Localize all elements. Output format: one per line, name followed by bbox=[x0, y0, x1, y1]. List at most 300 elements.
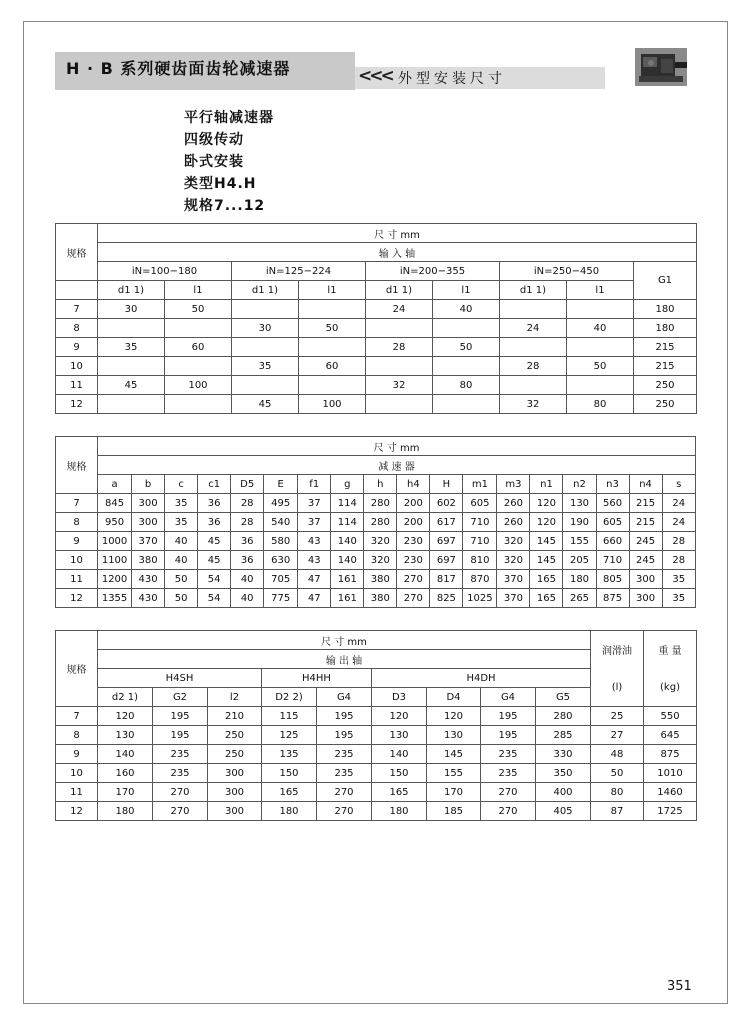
column-header: c bbox=[165, 475, 198, 494]
table-cell: 270 bbox=[481, 783, 536, 802]
column-header: l1 bbox=[165, 281, 232, 300]
ratio-group-header: iN=125−224 bbox=[232, 262, 366, 281]
table-cell: 300 bbox=[629, 589, 662, 608]
oil-unit: (l) bbox=[591, 669, 644, 707]
table-cell bbox=[299, 300, 366, 319]
table-cell: 370 bbox=[497, 570, 530, 589]
table-cell: 605 bbox=[596, 513, 629, 532]
table-cell: 120 bbox=[98, 707, 153, 726]
table-cell: 270 bbox=[153, 783, 208, 802]
table-row bbox=[56, 395, 697, 414]
table-cell: 580 bbox=[264, 532, 298, 551]
size-cell: 8 bbox=[56, 726, 98, 745]
column-header: m3 bbox=[497, 475, 530, 494]
table-cell: 47 bbox=[298, 570, 331, 589]
table-cell: 400 bbox=[536, 783, 591, 802]
table-cell: 235 bbox=[481, 764, 536, 783]
table-cell: 28 bbox=[231, 494, 264, 513]
table-cell: 45 bbox=[198, 551, 231, 570]
table-cell: 205 bbox=[563, 551, 596, 570]
table-cell: 300 bbox=[629, 570, 662, 589]
table-cell: 40 bbox=[433, 300, 500, 319]
table-cell: 35 bbox=[662, 570, 695, 589]
table-row bbox=[56, 376, 697, 395]
table-cell: 180 bbox=[372, 802, 427, 821]
table-cell: 25 bbox=[591, 707, 644, 726]
gear-reducer-icon bbox=[633, 48, 689, 86]
size-cell: 7 bbox=[56, 300, 98, 319]
table-cell: 200 bbox=[397, 494, 430, 513]
ratio-group-header: iN=200−355 bbox=[366, 262, 500, 281]
table-cell bbox=[500, 376, 567, 395]
table-cell bbox=[165, 395, 232, 414]
size-cell: 9 bbox=[56, 745, 98, 764]
table-cell: 260 bbox=[497, 513, 530, 532]
table-cell: 150 bbox=[262, 764, 317, 783]
table-cell: 180 bbox=[98, 802, 153, 821]
table-cell: 370 bbox=[132, 532, 165, 551]
table-cell: 50 bbox=[433, 338, 500, 357]
table-cell: 36 bbox=[198, 494, 231, 513]
column-header: l1 bbox=[567, 281, 634, 300]
column-header: E bbox=[264, 475, 298, 494]
table-cell: 24 bbox=[366, 300, 433, 319]
table-cell: 265 bbox=[563, 589, 596, 608]
table-cell: 775 bbox=[264, 589, 298, 608]
column-header: D4 bbox=[427, 688, 481, 707]
column-header: G4 bbox=[317, 688, 372, 707]
table-row bbox=[56, 745, 697, 764]
table-cell: 50 bbox=[591, 764, 644, 783]
column-header: G4 bbox=[481, 688, 536, 707]
table-cell bbox=[299, 376, 366, 395]
table-cell: 320 bbox=[364, 551, 397, 570]
table-cell bbox=[567, 300, 634, 319]
table-cell bbox=[232, 338, 299, 357]
table-cell: 30 bbox=[98, 300, 165, 319]
table-cell: 145 bbox=[530, 551, 563, 570]
dimension-header: 尺 寸 mm bbox=[98, 437, 696, 456]
table-cell: 875 bbox=[644, 745, 697, 764]
table-cell: 30 bbox=[232, 319, 299, 338]
table-cell: 870 bbox=[463, 570, 497, 589]
table-cell: 1100 bbox=[98, 551, 132, 570]
table-cell: 300 bbox=[132, 494, 165, 513]
column-header: n4 bbox=[629, 475, 662, 494]
size-cell: 9 bbox=[56, 338, 98, 357]
column-header: h bbox=[364, 475, 397, 494]
table-cell: 370 bbox=[497, 589, 530, 608]
table-cell: 300 bbox=[208, 783, 262, 802]
table-cell: 135 bbox=[262, 745, 317, 764]
ratio-group-header: iN=250−450 bbox=[500, 262, 634, 281]
table-cell: 560 bbox=[596, 494, 629, 513]
column-header: a bbox=[98, 475, 132, 494]
table-cell: 215 bbox=[629, 494, 662, 513]
size-cell: 11 bbox=[56, 376, 98, 395]
spec-line: 卧式安装 bbox=[184, 154, 244, 170]
table-cell: 350 bbox=[536, 764, 591, 783]
table-cell: 40 bbox=[165, 551, 198, 570]
column-header: m1 bbox=[463, 475, 497, 494]
table-cell: 24 bbox=[500, 319, 567, 338]
table-cell: 161 bbox=[331, 589, 364, 608]
table-cell: 1460 bbox=[644, 783, 697, 802]
table-cell: 215 bbox=[634, 338, 697, 357]
table-cell: 430 bbox=[132, 589, 165, 608]
table-cell: 270 bbox=[397, 589, 430, 608]
table-cell: 330 bbox=[536, 745, 591, 764]
table-cell: 235 bbox=[153, 764, 208, 783]
table-cell: 130 bbox=[98, 726, 153, 745]
spec-line: 类型H4.H bbox=[184, 176, 257, 192]
table-cell: 195 bbox=[153, 726, 208, 745]
table-cell bbox=[567, 376, 634, 395]
table-cell: 845 bbox=[98, 494, 132, 513]
table-cell: 235 bbox=[481, 745, 536, 764]
table-cell: 660 bbox=[596, 532, 629, 551]
table-cell: 1010 bbox=[644, 764, 697, 783]
column-header: D2 2) bbox=[262, 688, 317, 707]
table-cell: 50 bbox=[165, 300, 232, 319]
table-row bbox=[56, 494, 696, 513]
table-cell: 27 bbox=[591, 726, 644, 745]
table-cell: 697 bbox=[430, 551, 463, 570]
table-cell: 1025 bbox=[463, 589, 497, 608]
table-cell: 617 bbox=[430, 513, 463, 532]
table-cell: 215 bbox=[629, 513, 662, 532]
table-cell: 805 bbox=[596, 570, 629, 589]
table-cell: 430 bbox=[132, 570, 165, 589]
table-cell: 140 bbox=[331, 551, 364, 570]
table-cell: 100 bbox=[165, 376, 232, 395]
table-cell: 130 bbox=[372, 726, 427, 745]
table-cell bbox=[232, 300, 299, 319]
table-cell: 320 bbox=[497, 551, 530, 570]
table-cell: 150 bbox=[372, 764, 427, 783]
chevron-arrows-icon: <<< bbox=[358, 66, 392, 86]
table-cell: 48 bbox=[591, 745, 644, 764]
table-cell: 35 bbox=[165, 494, 198, 513]
table-cell: 270 bbox=[481, 802, 536, 821]
table-cell: 35 bbox=[165, 513, 198, 532]
table-cell: 115 bbox=[262, 707, 317, 726]
table-row bbox=[56, 300, 697, 319]
table-row bbox=[56, 764, 697, 783]
size-cell: 8 bbox=[56, 513, 98, 532]
column-header: f1 bbox=[298, 475, 331, 494]
table-cell bbox=[366, 319, 433, 338]
size-header: 规格 bbox=[56, 437, 98, 494]
size-cell: 11 bbox=[56, 570, 98, 589]
table-cell: 32 bbox=[500, 395, 567, 414]
group-header: H4DH bbox=[372, 669, 591, 688]
table-cell: 32 bbox=[366, 376, 433, 395]
table-cell: 80 bbox=[567, 395, 634, 414]
column-header: d2 1) bbox=[98, 688, 153, 707]
spec-list bbox=[184, 107, 274, 217]
column-header: G2 bbox=[153, 688, 208, 707]
table-row bbox=[56, 707, 697, 726]
size-cell: 7 bbox=[56, 494, 98, 513]
table-cell: 145 bbox=[427, 745, 481, 764]
column-header: D3 bbox=[372, 688, 427, 707]
section-header: 输 入 轴 bbox=[98, 243, 697, 262]
table-cell: 280 bbox=[364, 513, 397, 532]
page-number: 351 bbox=[667, 979, 692, 994]
spec-line: 四级传动 bbox=[184, 132, 244, 148]
table-row bbox=[56, 551, 696, 570]
table-cell: 195 bbox=[317, 707, 372, 726]
table-cell: 1355 bbox=[98, 589, 132, 608]
section-header: 输 出 轴 bbox=[98, 650, 591, 669]
table-row bbox=[56, 357, 697, 376]
header-notch bbox=[330, 52, 355, 90]
table-cell: 210 bbox=[208, 707, 262, 726]
column-header: H bbox=[430, 475, 463, 494]
table-cell: 36 bbox=[231, 532, 264, 551]
size-cell: 9 bbox=[56, 532, 98, 551]
table-cell: 180 bbox=[634, 319, 697, 338]
table-cell: 120 bbox=[530, 513, 563, 532]
ratio-group-header: iN=100−180 bbox=[98, 262, 232, 281]
table-cell bbox=[500, 300, 567, 319]
column-header: l1 bbox=[433, 281, 500, 300]
spec-line: 平行轴减速器 bbox=[184, 110, 274, 126]
table-cell: 195 bbox=[481, 707, 536, 726]
table-cell: 230 bbox=[397, 532, 430, 551]
table-cell: 36 bbox=[231, 551, 264, 570]
table-cell: 60 bbox=[299, 357, 366, 376]
table-cell: 270 bbox=[153, 802, 208, 821]
table-cell: 165 bbox=[530, 589, 563, 608]
table-cell: 28 bbox=[662, 551, 695, 570]
table-cell: 245 bbox=[629, 532, 662, 551]
table-cell: 54 bbox=[198, 589, 231, 608]
table-cell: 380 bbox=[364, 570, 397, 589]
table-cell: 35 bbox=[98, 338, 165, 357]
table-cell: 270 bbox=[317, 802, 372, 821]
table-cell: 285 bbox=[536, 726, 591, 745]
table-cell: 230 bbox=[397, 551, 430, 570]
column-header: G1 bbox=[634, 262, 697, 300]
section-subtitle: 外型安装尺寸 bbox=[398, 71, 506, 87]
table-cell: 495 bbox=[264, 494, 298, 513]
table-cell: 36 bbox=[198, 513, 231, 532]
table-cell: 28 bbox=[662, 532, 695, 551]
table-cell: 705 bbox=[264, 570, 298, 589]
column-header: d1 1) bbox=[500, 281, 567, 300]
table-cell: 810 bbox=[463, 551, 497, 570]
table-cell: 605 bbox=[463, 494, 497, 513]
table-cell: 160 bbox=[98, 764, 153, 783]
table-cell: 185 bbox=[427, 802, 481, 821]
table-cell: 645 bbox=[644, 726, 697, 745]
table-cell: 195 bbox=[153, 707, 208, 726]
table-cell: 145 bbox=[530, 532, 563, 551]
size-cell: 12 bbox=[56, 589, 98, 608]
size-cell: 10 bbox=[56, 764, 98, 783]
table-row bbox=[56, 726, 697, 745]
table-cell: 114 bbox=[331, 513, 364, 532]
table-cell: 35 bbox=[232, 357, 299, 376]
table-cell: 28 bbox=[500, 357, 567, 376]
size-cell: 10 bbox=[56, 551, 98, 570]
section-header: 减 速 器 bbox=[98, 456, 696, 475]
table-cell: 405 bbox=[536, 802, 591, 821]
table-cell: 180 bbox=[634, 300, 697, 319]
column-header: c1 bbox=[198, 475, 231, 494]
table-cell bbox=[433, 319, 500, 338]
column-header: s bbox=[662, 475, 695, 494]
table-cell: 60 bbox=[165, 338, 232, 357]
table-cell: 45 bbox=[232, 395, 299, 414]
table-cell: 1725 bbox=[644, 802, 697, 821]
table-cell: 250 bbox=[634, 395, 697, 414]
table-cell: 50 bbox=[165, 570, 198, 589]
input-shaft-table bbox=[55, 223, 697, 414]
size-cell: 10 bbox=[56, 357, 98, 376]
table-cell: 550 bbox=[644, 707, 697, 726]
table-cell: 875 bbox=[596, 589, 629, 608]
table-cell: 43 bbox=[298, 551, 331, 570]
output-shaft-table bbox=[55, 630, 697, 821]
table-cell: 120 bbox=[427, 707, 481, 726]
size-header: 规格 bbox=[56, 224, 98, 281]
table-cell: 40 bbox=[165, 532, 198, 551]
table-cell: 270 bbox=[397, 570, 430, 589]
blank-cell bbox=[56, 281, 98, 300]
table-cell: 180 bbox=[262, 802, 317, 821]
size-cell: 12 bbox=[56, 395, 98, 414]
table-cell: 50 bbox=[165, 589, 198, 608]
table-cell: 170 bbox=[427, 783, 481, 802]
size-cell: 12 bbox=[56, 802, 98, 821]
table-cell: 380 bbox=[364, 589, 397, 608]
table-cell: 200 bbox=[397, 513, 430, 532]
column-header: b bbox=[132, 475, 165, 494]
group-header: H4SH bbox=[98, 669, 262, 688]
table-cell: 50 bbox=[567, 357, 634, 376]
table-row bbox=[56, 319, 697, 338]
table-cell: 165 bbox=[530, 570, 563, 589]
table-cell: 270 bbox=[317, 783, 372, 802]
table-cell: 380 bbox=[132, 551, 165, 570]
table-cell: 140 bbox=[372, 745, 427, 764]
column-header: G5 bbox=[536, 688, 591, 707]
column-header: l2 bbox=[208, 688, 262, 707]
table-cell: 54 bbox=[198, 570, 231, 589]
table-cell: 250 bbox=[208, 745, 262, 764]
table-cell bbox=[366, 357, 433, 376]
table-cell: 245 bbox=[629, 551, 662, 570]
table-cell: 215 bbox=[634, 357, 697, 376]
spec-line: 规格7...12 bbox=[184, 198, 266, 214]
table-cell: 250 bbox=[634, 376, 697, 395]
dimension-header: 尺 寸 mm bbox=[98, 631, 591, 650]
table-cell: 45 bbox=[198, 532, 231, 551]
column-header: d1 1) bbox=[232, 281, 299, 300]
table-cell: 540 bbox=[264, 513, 298, 532]
table-cell bbox=[500, 338, 567, 357]
oil-header: 润滑油 bbox=[591, 631, 644, 669]
size-cell: 11 bbox=[56, 783, 98, 802]
table-cell bbox=[366, 395, 433, 414]
column-header: h4 bbox=[397, 475, 430, 494]
column-header: d1 1) bbox=[366, 281, 433, 300]
table-cell: 825 bbox=[430, 589, 463, 608]
table-cell: 28 bbox=[366, 338, 433, 357]
table-cell: 45 bbox=[98, 376, 165, 395]
table-cell: 50 bbox=[299, 319, 366, 338]
column-header: n3 bbox=[596, 475, 629, 494]
table-cell: 24 bbox=[662, 513, 695, 532]
table-cell: 40 bbox=[567, 319, 634, 338]
table-cell: 190 bbox=[563, 513, 596, 532]
table-cell bbox=[232, 376, 299, 395]
table-cell: 43 bbox=[298, 532, 331, 551]
column-header: n1 bbox=[530, 475, 563, 494]
table-cell: 320 bbox=[364, 532, 397, 551]
table-cell bbox=[98, 319, 165, 338]
table-cell: 170 bbox=[98, 783, 153, 802]
table-cell: 710 bbox=[463, 513, 497, 532]
table-cell: 300 bbox=[208, 802, 262, 821]
table-cell bbox=[567, 338, 634, 357]
table-cell: 165 bbox=[372, 783, 427, 802]
table-cell: 130 bbox=[563, 494, 596, 513]
table-cell: 130 bbox=[427, 726, 481, 745]
table-cell: 87 bbox=[591, 802, 644, 821]
weight-header: 重 量 bbox=[644, 631, 697, 669]
group-header: H4HH bbox=[262, 669, 372, 688]
table-cell bbox=[165, 357, 232, 376]
table-cell: 280 bbox=[364, 494, 397, 513]
table-cell bbox=[165, 319, 232, 338]
size-cell: 7 bbox=[56, 707, 98, 726]
table-cell: 320 bbox=[497, 532, 530, 551]
size-header: 规格 bbox=[56, 631, 98, 707]
table-cell: 630 bbox=[264, 551, 298, 570]
table-cell: 40 bbox=[231, 570, 264, 589]
table-cell: 195 bbox=[481, 726, 536, 745]
table-cell: 235 bbox=[317, 764, 372, 783]
table-cell: 1000 bbox=[98, 532, 132, 551]
table-cell: 114 bbox=[331, 494, 364, 513]
table-cell: 155 bbox=[563, 532, 596, 551]
table-cell: 250 bbox=[208, 726, 262, 745]
table-cell: 80 bbox=[433, 376, 500, 395]
column-header: d1 1) bbox=[98, 281, 165, 300]
table-cell: 195 bbox=[317, 726, 372, 745]
table-row bbox=[56, 532, 696, 551]
table-row bbox=[56, 802, 697, 821]
table-cell: 950 bbox=[98, 513, 132, 532]
table-cell: 165 bbox=[262, 783, 317, 802]
table-cell: 602 bbox=[430, 494, 463, 513]
table-cell: 120 bbox=[372, 707, 427, 726]
table-cell: 180 bbox=[563, 570, 596, 589]
table-cell: 280 bbox=[536, 707, 591, 726]
weight-unit: (kg) bbox=[644, 669, 697, 707]
table-row bbox=[56, 783, 697, 802]
table-cell: 47 bbox=[298, 589, 331, 608]
table-cell: 235 bbox=[153, 745, 208, 764]
table-cell: 235 bbox=[317, 745, 372, 764]
table-cell: 697 bbox=[430, 532, 463, 551]
table-cell bbox=[98, 357, 165, 376]
table-cell: 40 bbox=[231, 589, 264, 608]
